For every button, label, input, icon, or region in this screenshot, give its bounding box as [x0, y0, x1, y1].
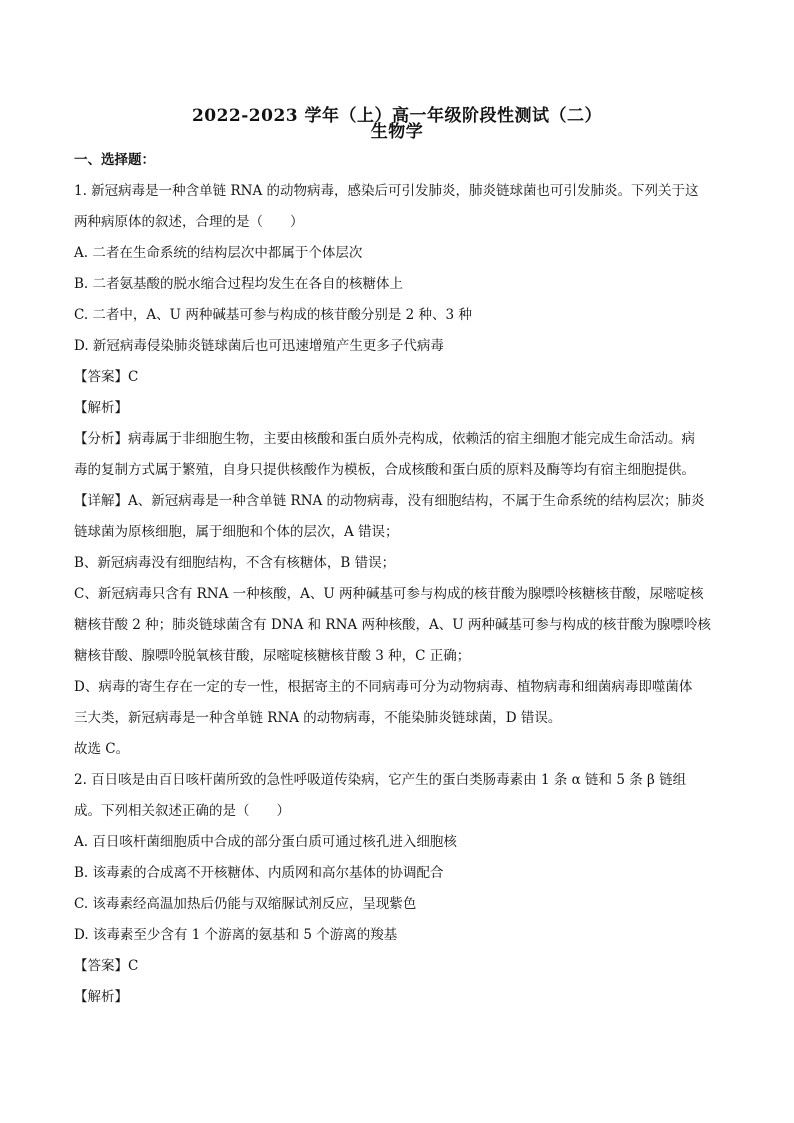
q1-option-b: B. 二者氨基酸的脱水缩合过程均发生在各自的核糖体上 — [74, 276, 404, 292]
q2-stem-line-1: 2. 百日咳是由百日咳杆菌所致的急性呼吸道传染病，它产生的蛋白类肠毒素由 1 条 α 链和 5 条 β 链组 — [74, 772, 687, 788]
exam-title: 2022-2023 学年（上）高一年级阶段性测试（二） — [191, 106, 603, 126]
q2-analysis-label: 【解析】 — [74, 989, 128, 1005]
subject-title — [0, 117, 794, 142]
q2-answer: 【答案】C — [74, 958, 139, 974]
q1-xiangjie-line-6: 糖核苷酸、腺嘌呤脱氧核苷酸，尿嘧啶核糖核苷酸 3 种，C 正确； — [74, 648, 471, 664]
q1-xiangjie-line-4: C、新冠病毒只含有 RNA 一种核酸，A、U 两种碱基可参与构成的核苷酸为腺嘌呤核糖核苷酸，尿嘧啶核 — [74, 586, 704, 602]
q1-option-c: C. 二者中，A、U 两种碱基可参与构成的核苷酸分别是 2 种、3 种 — [74, 307, 472, 323]
q2-option-c: C. 该毒素经高温加热后仍能与双缩脲试剂反应，呈现紫色 — [74, 896, 417, 912]
q2-stem-line-2: 成。下列相关叙述正确的是（ ） — [74, 803, 290, 819]
q1-conclusion: 故选 C。 — [74, 741, 130, 757]
q1-fenxi-line-2: 毒的复制方式属于繁殖，自身只提供核酸作为模板，合成核酸和蛋白质的原料及酶等均有宿主细胞提供。 — [74, 462, 695, 478]
q1-option-d: D. 新冠病毒侵染肺炎链球菌后也可迅速增殖产生更多子代病毒 — [74, 338, 444, 354]
q1-analysis-label: 【解析】 — [74, 400, 128, 416]
q1-xiangjie-line-2: 链球菌为原核细胞，属于细胞和个体的层次，A 错误； — [74, 524, 399, 540]
q1-option-a: A. 二者在生命系统的结构层次中都属于个体层次 — [74, 245, 363, 261]
q2-option-b: B. 该毒素的合成离不开核糖体、内质网和高尔基体的协调配合 — [74, 865, 444, 881]
q1-stem-line-1: 1. 新冠病毒是一种含单链 RNA 的动物病毒，感染后可引发肺炎，肺炎链球菌也可引发肺炎。下列关于这 — [74, 183, 699, 199]
q1-xiangjie-line-7: D、病毒的寄生存在一定的专一性，根据寄主的不同病毒可分为动物病毒、植物病毒和细菌病毒即噬菌体 — [74, 679, 693, 695]
q1-xiangjie-line-3: B、新冠病毒没有细胞结构，不含有核糖体，B 错误； — [74, 555, 396, 571]
q1-stem-line-2: 两种病原体的叙述，合理的是（ ） — [74, 214, 304, 230]
q1-fenxi-line-1: 【分析】病毒属于非细胞生物，主要由核酸和蛋白质外壳构成，依赖活的宿主细胞才能完成生命活动。病 — [74, 431, 695, 447]
subject-text: 生物学 — [370, 122, 424, 142]
q2-option-d: D. 该毒素至少含有 1 个游离的氨基和 5 个游离的羧基 — [74, 927, 398, 943]
section-heading: 一、选择题： — [74, 152, 155, 168]
q1-answer: 【答案】C — [74, 369, 139, 385]
q1-xiangjie-line-8: 三大类，新冠病毒是一种含单链 RNA 的动物病毒，不能染肺炎链球菌，D 错误。 — [74, 710, 562, 726]
q1-xiangjie-line-5: 糖核苷酸 2 种；肺炎链球菌含有 DNA 和 RNA 两种核酸，A、U 两种碱基可参与构成的核苷酸为腺嘌呤核 — [74, 617, 711, 633]
q1-xiangjie-line-1: 【详解】A、新冠病毒是一种含单链 RNA 的动物病毒，没有细胞结构，不属于生命系统的结构层次；肺炎 — [74, 493, 705, 509]
q2-option-a: A. 百日咳杆菌细胞质中合成的部分蛋白质可通过核孔进入细胞核 — [74, 834, 457, 850]
